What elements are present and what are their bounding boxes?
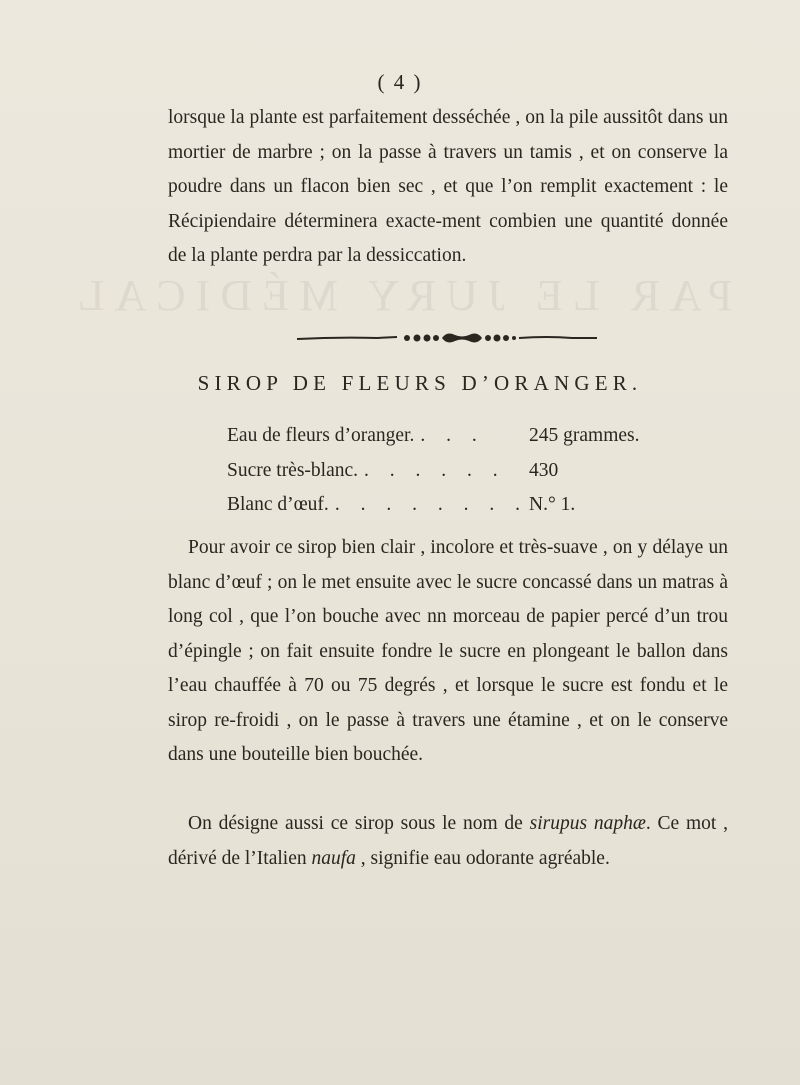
ingredient-leader-dots: . . . . . . . .	[334, 494, 528, 515]
etymology-text-start: On désigne aussi ce sirop sous le nom de	[188, 813, 530, 834]
etymology-text-end: , signifie eau odorante agréable.	[355, 847, 610, 869]
paragraph-etymology	[168, 807, 728, 876]
ingredient-name: Sucre très-blanc.	[227, 459, 359, 481]
paragraph-etymology-text	[168, 807, 728, 876]
latin-term: sirupus naphæ	[529, 813, 646, 834]
paragraph-preparation	[168, 531, 728, 773]
ingredient-leader-dots: . . .	[420, 425, 485, 446]
page-number: ( 4 )	[377, 70, 423, 94]
ingredient-quantity: 430	[529, 459, 559, 481]
ingredient-leader-dots: . . . . . .	[364, 459, 506, 481]
ingredient-row	[227, 488, 697, 523]
ingredient-quantity: 245 grammes.	[529, 425, 640, 446]
ingredient-quantity: N.° 1.	[529, 494, 576, 515]
paragraph-intro	[168, 101, 728, 274]
ingredient-name: Eau de fleurs d’oranger.	[227, 425, 415, 446]
bleed-through-shadow: PAR LE JURY MÉDICAL	[67, 271, 733, 320]
ingredient-row	[227, 454, 697, 489]
ingredient-name: Blanc d’œuf.	[227, 494, 329, 515]
ornamental-divider	[297, 329, 597, 347]
ingredient-list	[227, 419, 697, 523]
paragraph-preparation-text: Pour avoir ce sirop bien clair , incolore et très-suave , on y délaye un blanc d’œuf ; on le met ensuite avec le sucre concassé dans un matras à long col , que l’on bouche avec nn morceau de papier percé d’un trou d’épingle ; on fait ensuite fondre le sucre en plongeant le ballon dans l’eau chauffée à 70 ou 75 degrés , et lorsque le sucre est fondu et le sirop re-froidi , on le passe à travers une étamine , et on le conserve dans une bouteille bien bouchée.	[168, 537, 728, 765]
section-title: SIROP DE FLEURS D’ORANGER.	[197, 371, 643, 395]
ingredient-row	[227, 419, 697, 454]
etymology-text-middle: . Ce mot , dérivé de l’Italien	[168, 813, 728, 869]
italian-term: naufa	[311, 847, 356, 869]
paragraph-intro-text: lorsque la plante est parfaitement desséchée , on la pile aussitôt dans un mortier de marbre ; on la passe à travers un tamis , et on conserve la poudre dans un flacon bien sec , et que l’on remplit exactement : le Récipiendaire déterminera exacte-ment combien une quantité donnée de la plante perdra par la dessiccation.	[168, 107, 728, 266]
